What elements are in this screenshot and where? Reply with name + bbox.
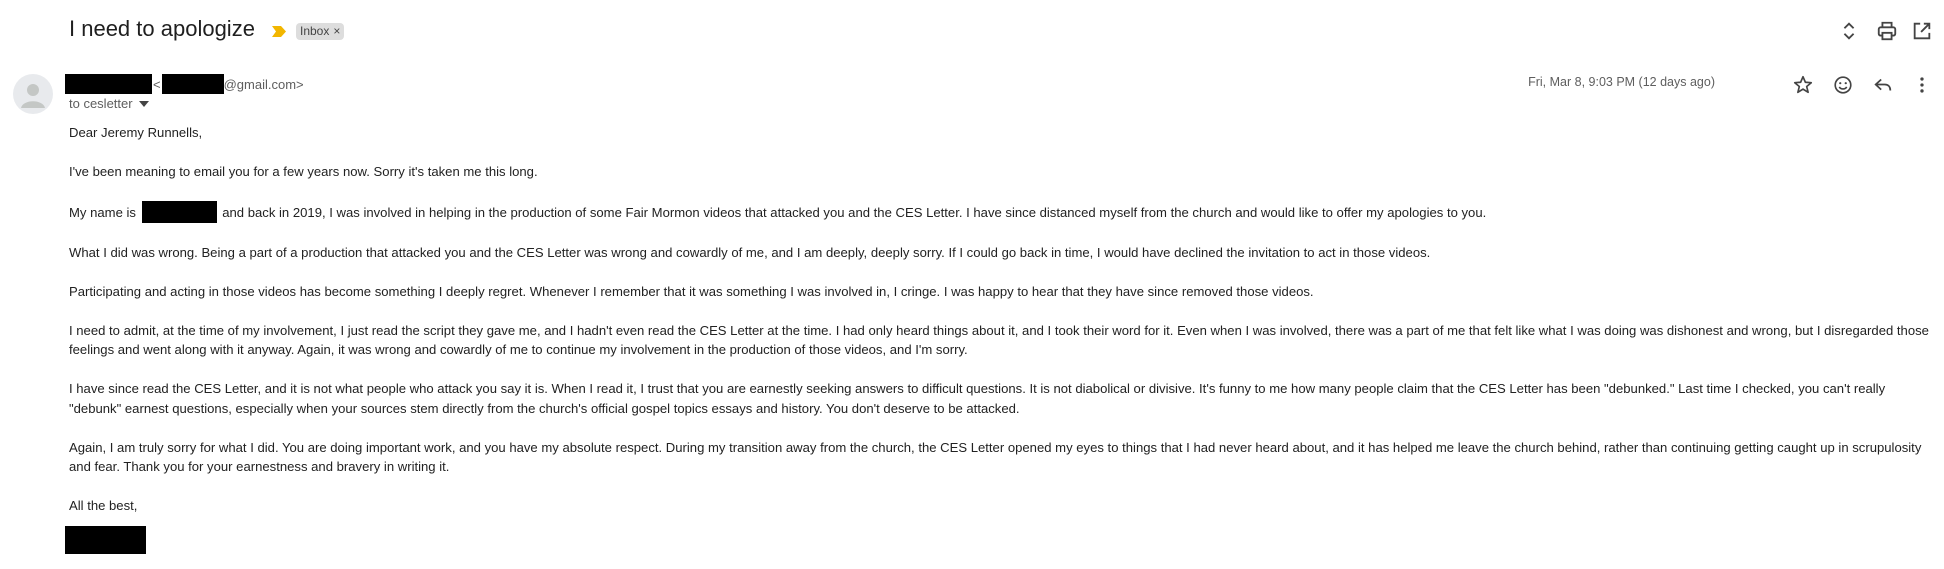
redacted-signature <box>65 526 146 554</box>
body-paragraph: Participating and acting in those videos has become something I deeply regret. Whenever I remember that it was something I was involved in, I cringe. I was happy to hear that they have since removed those videos. <box>69 283 1314 299</box>
importance-marker-icon[interactable] <box>272 26 286 37</box>
body-paragraph: I have since read the CES Letter, and it is not what people who attack you say it is. When I read it, I trust that you are earnestly seeking answers to difficult questions. It is not diabolical or divisive. It's funny to me how many people claim that the CES Letter has been "debunked." Last time I checked, you can't really "debunk" earnest questions, especially when your sources stem directly from the church's official gospel topics essays and history. You don't deserve to be attacked. <box>69 381 1886 416</box>
print-icon[interactable] <box>1876 20 1898 42</box>
body-paragraph: What I did was wrong. Being a part of a production that attacked you and the CES Letter was wrong and cowardly of me, and I am deeply, deeply sorry. If I could go back in time, I would have declined the invitation to act in those videos. <box>69 244 1431 260</box>
label-text: Inbox <box>300 24 330 38</box>
redacted-name <box>142 201 217 223</box>
recipient-text: to cesletter <box>69 96 133 111</box>
body-paragraph: I've been meaning to email you for a few years now. Sorry it's taken me this long. <box>69 164 538 179</box>
default-avatar-icon <box>13 74 53 114</box>
open-new-window-icon[interactable] <box>1911 20 1933 42</box>
star-icon[interactable] <box>1792 74 1814 96</box>
closing: All the best, <box>69 498 138 513</box>
recipient-details-dropdown-icon[interactable] <box>139 101 149 107</box>
sender-email-domain: @gmail.com> <box>223 76 304 92</box>
remove-label-button[interactable]: × <box>333 24 341 38</box>
body-paragraph: Again, I am truly sorry for what I did. You are doing important work, and you have my absolute respect. During my transition away from the church, the CES Letter opened my eyes to things that I had never heard about, and it has helped me leave the church behind, rather than continuing getting caught up in scrupulosity and fear. Thank you for your earnestness and bravery in writing it. <box>69 439 1922 474</box>
recipient-line[interactable] <box>69 96 149 111</box>
email-subject: I need to apologize <box>69 16 255 41</box>
sender-open-bracket: < <box>153 76 161 92</box>
expand-collapse-icon[interactable] <box>1838 20 1860 42</box>
body-paragraph <box>69 201 1931 223</box>
reply-icon[interactable] <box>1872 74 1894 96</box>
emoji-reaction-icon[interactable] <box>1832 74 1854 96</box>
inbox-label-chip <box>296 23 344 40</box>
redacted-sender-name <box>65 74 152 94</box>
email-body <box>69 123 1931 535</box>
greeting: Dear Jeremy Runnells, <box>69 125 203 140</box>
message-date: Fri, Mar 8, 9:03 PM (12 days ago) <box>1528 75 1715 89</box>
avatar[interactable] <box>13 74 53 114</box>
redacted-sender-email <box>162 74 224 94</box>
body-text-segment: and back in 2019, I was involved in helping in the production of some Fair Mormon videos that attacked you and the CES Letter. I have since distanced myself from the church and would like to offer my apologies to you. <box>222 205 1487 220</box>
sender-line <box>65 74 304 94</box>
body-paragraph: I need to admit, at the time of my involvement, I just read the script they gave me, and I hadn't even read the CES Letter at the time. I had only heard things about it, and I took their word for it. Even when I was involved, there was a part of me that felt like what I was doing was dishonest and wrong, but I disregarded those feelings and went along with it anyway. Again, it was wrong and cowardly of me to continue my involvement in the production of those videos, and I'm sorry. <box>69 322 1929 357</box>
more-options-icon[interactable] <box>1911 74 1933 96</box>
body-text-segment: My name is <box>69 205 136 220</box>
